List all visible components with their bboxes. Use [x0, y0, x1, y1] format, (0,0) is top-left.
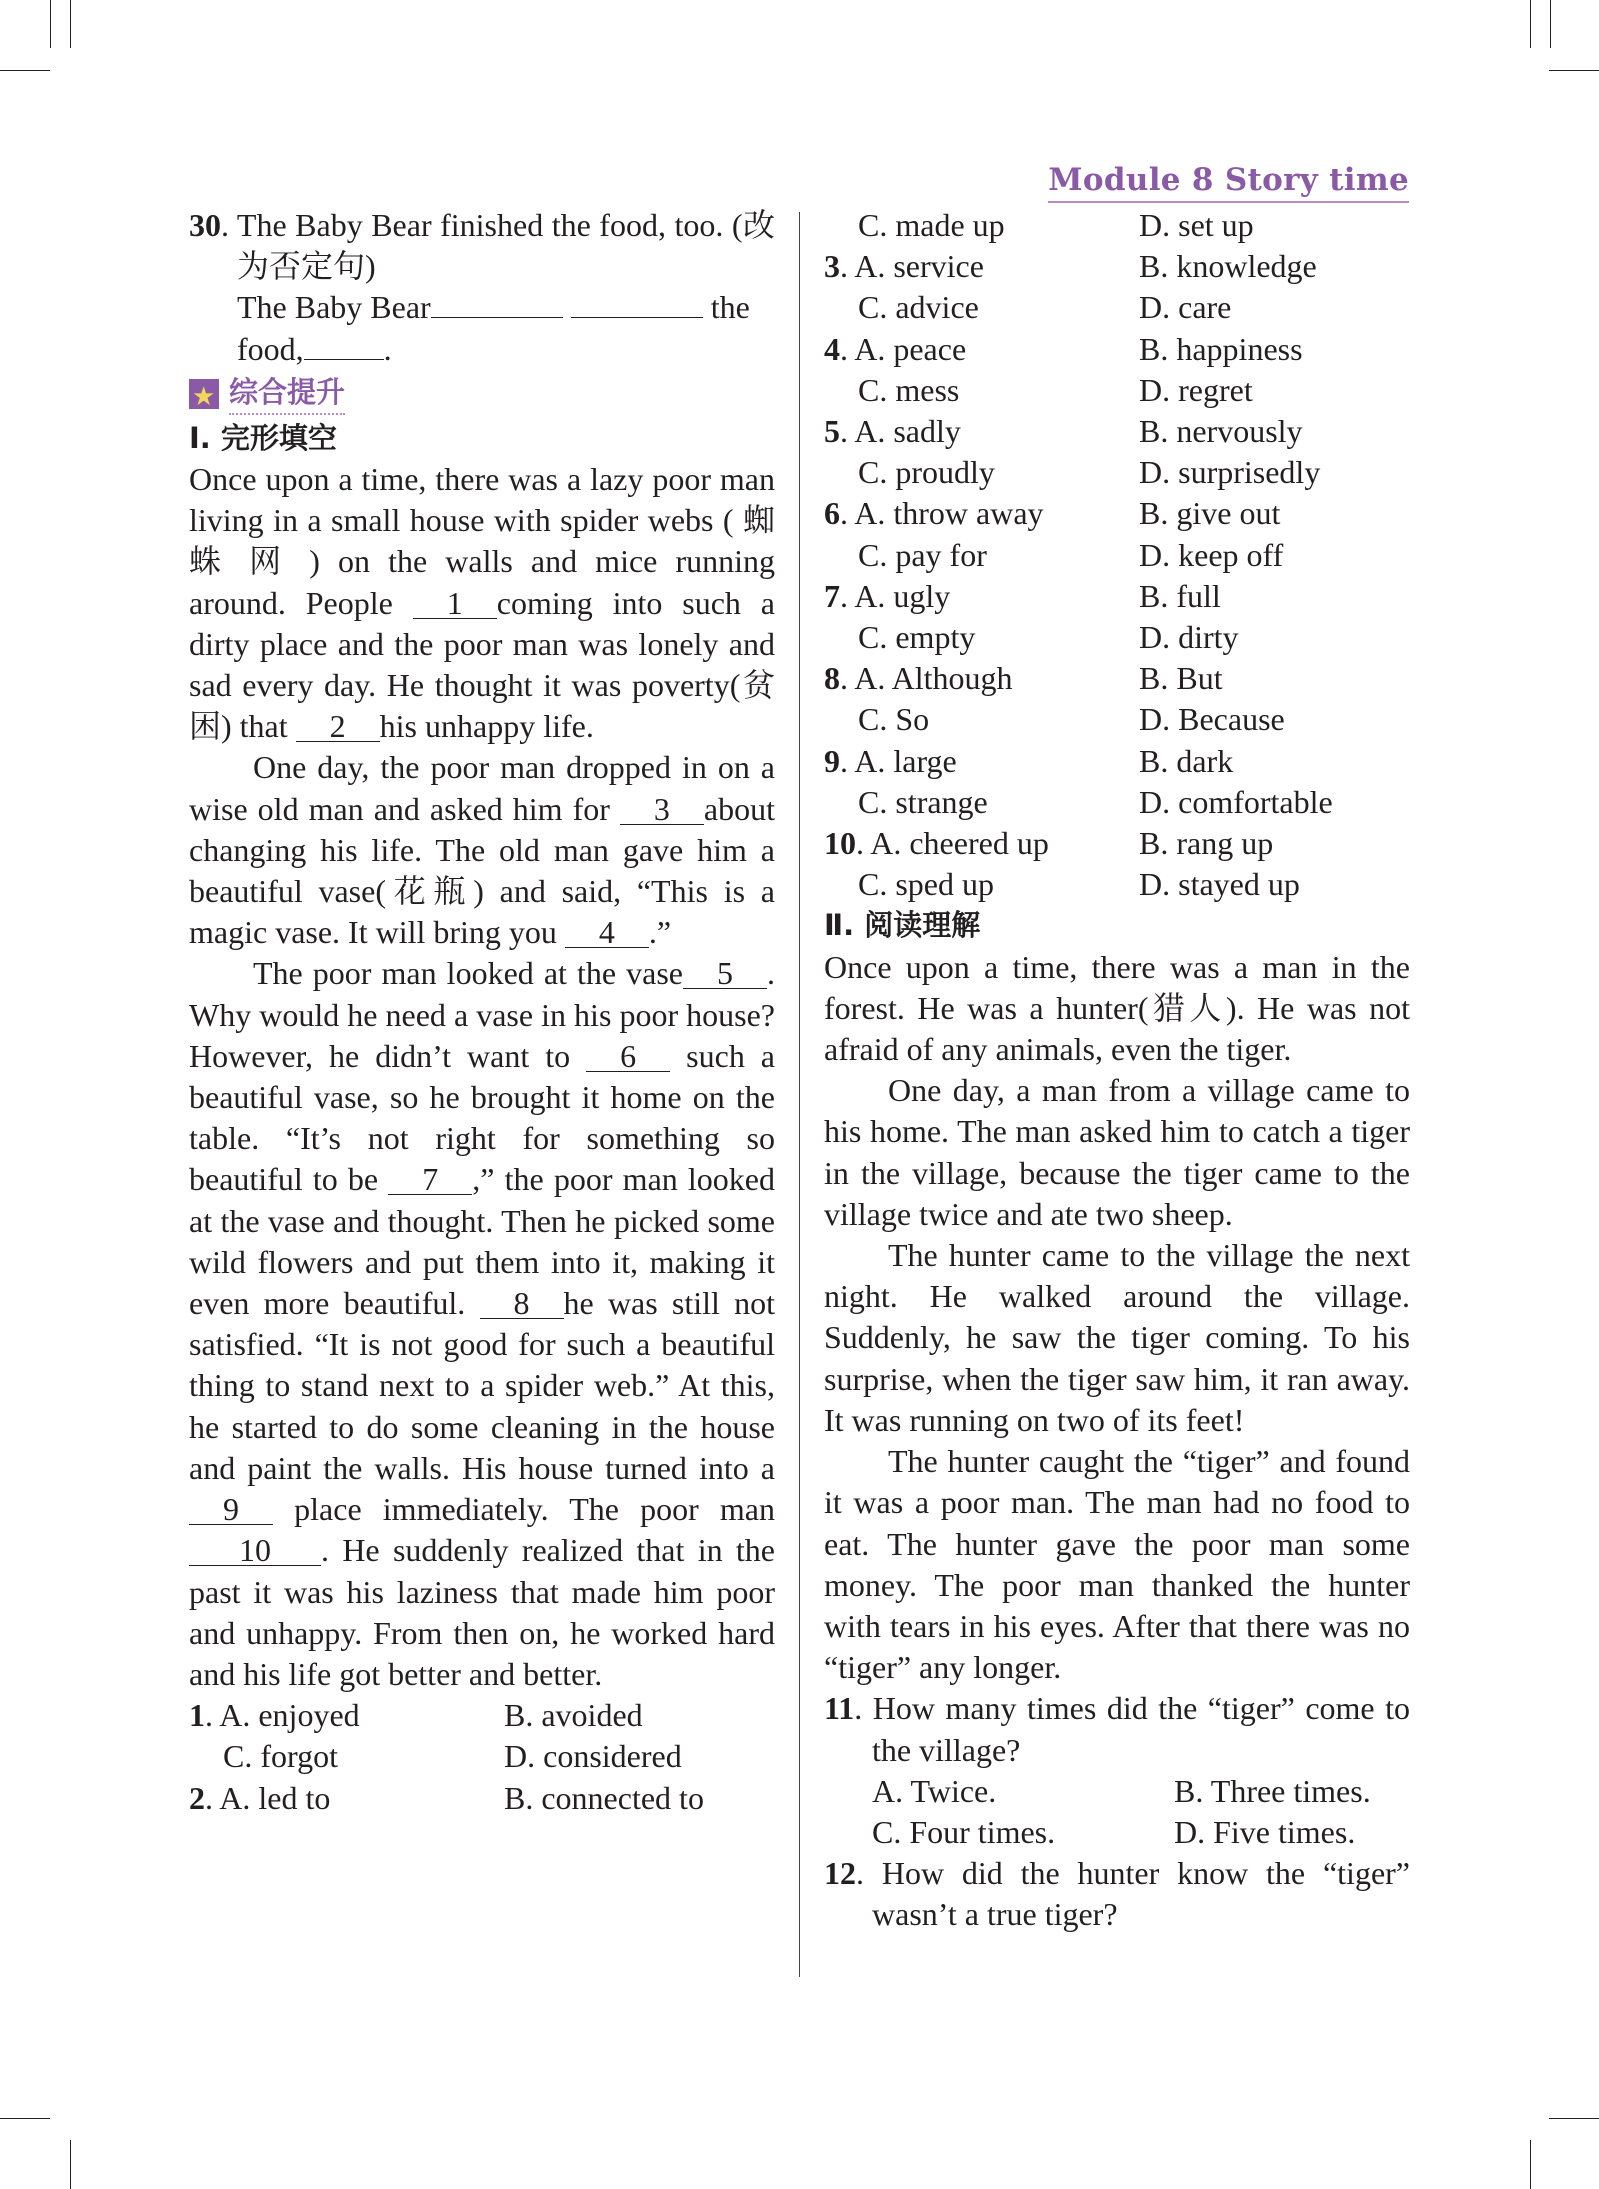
blank-6: 6	[586, 1041, 670, 1072]
star-icon	[189, 379, 219, 409]
running-header: Module 8 Story time	[1048, 162, 1409, 203]
crop-mark	[1549, 70, 1599, 71]
option-row: C. pay for D. keep off	[858, 536, 1284, 573]
blank-10: 10	[189, 1535, 321, 1566]
question-30-answer-line: The Baby Bear the food, .	[237, 289, 750, 367]
reading-paragraph: One day, a man from a village came to his home. The man asked him to catch a tiger in the village, because the tiger came to the village twice and ate two sheep.	[824, 1072, 1410, 1232]
option-row: C. forgot D. considered	[223, 1738, 682, 1775]
crop-mark	[0, 70, 50, 71]
option-row: C. So D. Because	[858, 701, 1285, 738]
blank-9: 9	[189, 1494, 273, 1525]
crop-mark	[1550, 0, 1551, 48]
cloze-options	[824, 205, 1410, 905]
option-row: 9. A. large B. dark	[824, 742, 1234, 779]
option-row: C. Four times. D. Five times.	[872, 1813, 1356, 1850]
option-row: C. advice D. care	[858, 289, 1232, 326]
crop-mark	[50, 0, 51, 48]
section-heading: ★ 综合提升	[189, 372, 775, 416]
answer-blank[interactable]	[431, 317, 563, 318]
reading-paragraph: The hunter came to the village the next night. He walked around the village. Suddenly, he saw the tiger coming. To his surprise, when the tiger saw him, it ran away. It was running on two of its feet!	[824, 1237, 1410, 1438]
question-11: 11. How many times did the “tiger” come to the village?	[824, 1690, 1410, 1768]
crop-mark	[1530, 0, 1531, 48]
question-30: 30. The Baby Bear finished the food, too. (改为否定句)	[189, 207, 775, 285]
option-row: 8. A. Although B. But	[824, 660, 1223, 697]
answer-blank[interactable]	[304, 359, 384, 360]
column-divider	[799, 212, 800, 1977]
option-row: 6. A. throw away B. give out	[824, 495, 1281, 532]
option-row: 3. A. service B. knowledge	[824, 248, 1317, 285]
option-row: 4. A. peace B. happiness	[824, 330, 1303, 367]
reading-paragraph: The hunter caught the “tiger” and found it was a poor man. The man had no food to eat. The hunter gave the poor man some money. The poor man thanked the hunter with tears in his eyes. After that there was no “tiger” any longer.	[824, 1443, 1410, 1686]
option-row: C. empty D. dirty	[858, 619, 1239, 656]
left-column	[189, 205, 775, 1819]
option-row: C. proudly D. surprisedly	[858, 454, 1321, 491]
right-column	[824, 205, 1410, 1936]
reading-paragraph: Once upon a time, there was a man in the forest. He was a hunter(猎人). He was not afraid of any animals, even the tiger.	[824, 948, 1410, 1068]
crop-mark	[1549, 2118, 1599, 2119]
blank-7: 7	[388, 1164, 472, 1195]
answer-blank[interactable]	[571, 317, 703, 318]
passage-paragraph: The poor man looked at the vase 5 . Why would he need a vase in his poor house? However, he didn’t want to 6 such a beautiful vase, so he brought it home on the table. “It’s not right for something so beautiful to be 7 ,” the poor man looked at the vase and thought. Then he picked some wild flowers and put them into it, making it even more beautiful. 8 he was still not satisfied. “It is not good for such a beautiful thing to stand next to a spider web.” At this, he started to do some cleaning in the house and paint the walls. His house turned into a 9 place immediately. The poor man 10 . He suddenly realized that in the past it was his laziness that made him poor and unhappy. From then on, he worked hard and his life got better and better.	[189, 955, 776, 1692]
crop-mark	[0, 2118, 50, 2119]
option-row: 7. A. ugly B. full	[824, 577, 1221, 614]
blank-3: 3	[620, 794, 704, 825]
blank-1: 1	[413, 588, 497, 619]
blank-8: 8	[480, 1288, 564, 1319]
passage-paragraph: Once upon a time, there was a lazy poor man living in a small house with spider webs ( 蜘 蛛 网 ) on the walls and mice running around. People 1 coming into such a dirty place and the poor man was lonely and sad every day. He thought it was poverty(贫困) that 2 his unhappy life.	[189, 461, 776, 745]
question-12: 12. How did the hunter know the “tiger” wasn’t a true tiger?	[824, 1855, 1410, 1933]
crop-mark	[70, 2140, 71, 2189]
option-row: 5. A. sadly B. nervously	[824, 413, 1303, 450]
option-row: C. mess D. regret	[858, 371, 1253, 408]
option-row: C. strange D. comfortable	[858, 783, 1333, 820]
option-row: A. Twice. B. Three times.	[872, 1772, 1371, 1809]
option-row: 1. A. enjoyed B. avoided	[189, 1697, 643, 1734]
crop-mark	[1530, 2140, 1531, 2189]
option-row: 2. A. led to B. connected to	[189, 1779, 704, 1816]
crop-mark	[70, 0, 71, 48]
blank-5: 5	[683, 958, 767, 989]
passage-paragraph: One day, the poor man dropped in on a wise old man and asked him for 3 about changing his life. The old man gave him a beautiful vase(花瓶) and said, “This is a magic vase. It will bring you 4 .”	[189, 749, 775, 951]
part2-title: Ⅱ. 阅读理解	[824, 908, 981, 943]
blank-2: 2	[296, 711, 380, 742]
part1-title: Ⅰ. 完形填空	[189, 420, 337, 455]
option-row: C. sped up D. stayed up	[858, 866, 1300, 903]
blank-4: 4	[565, 917, 649, 948]
option-row: 10. A. cheered up B. rang up	[824, 825, 1274, 862]
option-row: C. made up D. set up	[858, 207, 1254, 243]
